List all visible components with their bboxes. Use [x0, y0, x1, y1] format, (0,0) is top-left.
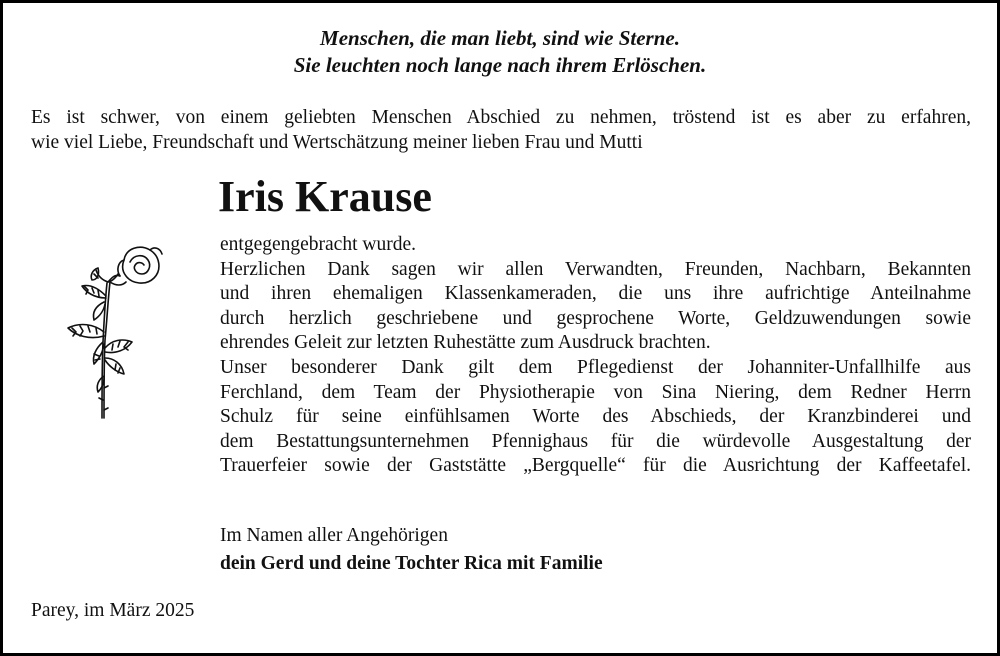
- body-line: entgegengebracht wurde.: [220, 234, 416, 255]
- thanks-text: [220, 233, 971, 479]
- intro-line-2: wie viel Liebe, Freundschaft und Wertschätzung meiner lieben Frau und Mutti: [31, 132, 643, 153]
- body-line: Unser besonderer Dank gilt dem Pflegedienst der Johanniter-Unfallhilfe aus: [220, 356, 971, 378]
- body-line: Herzlichen Dank sagen wir allen Verwandten, Freunden, Nachbarn, Bekannten: [220, 258, 971, 280]
- quote-line-1: Menschen, die man liebt, sind wie Sterne.: [320, 26, 680, 50]
- signature-intro: Im Namen aller Angehörigen: [220, 525, 448, 546]
- body-line: durch herzlich geschriebene und gesprochene Worte, Geldzuwendungen sowie: [220, 307, 971, 329]
- body-line: Ferchland, dem Team der Physiotherapie von Sina Niering, dem Redner Herrn: [220, 381, 971, 403]
- intro-line-1: Es ist schwer, von einem geliebten Menschen Abschied zu nehmen, tröstend ist es aber zu erfahren,: [31, 107, 971, 128]
- deceased-name: Iris Krause: [218, 172, 432, 221]
- body-line: Schulz für seine einfühlsamen Worte des Abschieds, der Kranzbinderei und: [220, 406, 971, 428]
- body-line: ehrendes Geleit zur letzten Ruhestätte zum Ausdruck brachten.: [220, 332, 711, 354]
- signature: [220, 522, 603, 578]
- place-date: Parey, im März 2025: [31, 600, 195, 621]
- quote-line-2: Sie leuchten noch lange nach ihrem Erlöschen.: [293, 53, 707, 77]
- body-line: dem Bestattungsunternehmen Pfennighaus für die würdevolle Ausgestaltung der: [220, 430, 971, 452]
- intro-paragraph: [31, 105, 971, 155]
- body-line: Trauerfeier sowie der Gaststätte „Bergquelle“ für die Ausrichtung der Kaffeetafel.: [220, 455, 971, 477]
- quote: [0, 25, 1000, 79]
- body-line: und ihren ehemaligen Klassenkameraden, die uns ihre aufrichtige Anteilnahme: [220, 283, 971, 305]
- rose-icon: [58, 240, 178, 425]
- signature-names: dein Gerd und deine Tochter Rica mit Familie: [220, 553, 603, 574]
